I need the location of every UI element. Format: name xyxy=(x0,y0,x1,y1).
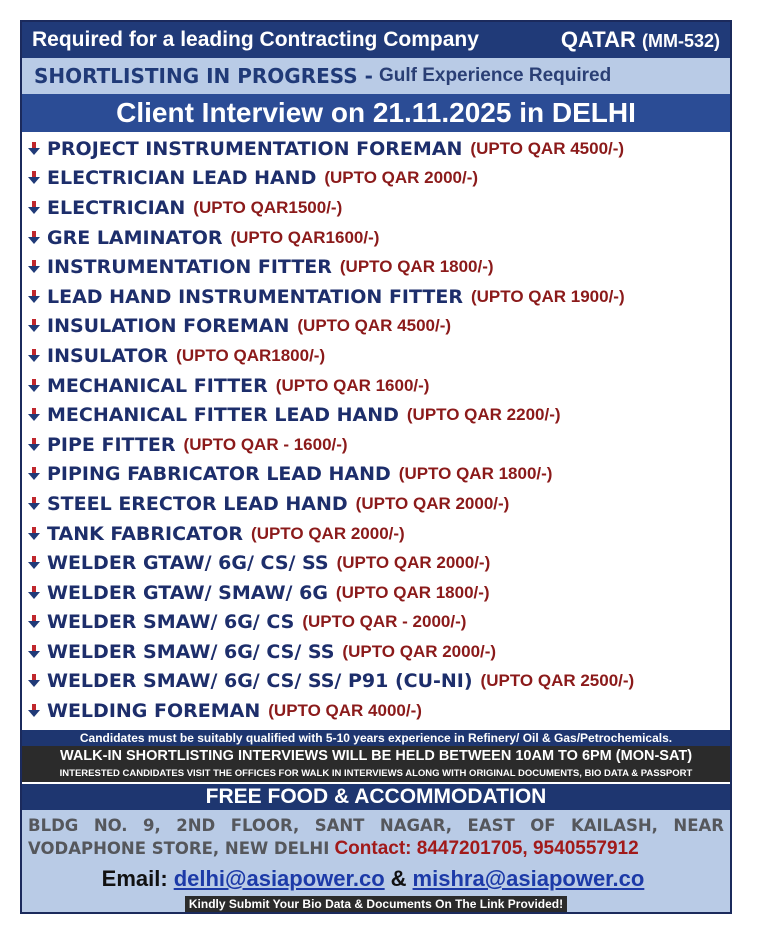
job-salary: (UPTO QAR1800/-) xyxy=(176,345,326,365)
job-item xyxy=(22,519,730,549)
job-item xyxy=(22,400,730,430)
job-salary: (UPTO QAR 2000/-) xyxy=(324,168,479,188)
job-title: WELDING FOREMAN xyxy=(47,700,261,723)
job-item xyxy=(22,134,730,164)
job-title: WELDER SMAW/ 6G/ CS xyxy=(47,611,295,634)
job-item xyxy=(22,696,730,726)
arrow-down-icon xyxy=(27,142,41,156)
arrow-down-icon xyxy=(27,527,41,541)
arrow-down-icon xyxy=(27,408,41,422)
arrow-down-icon xyxy=(27,260,41,274)
address-word: BLDG xyxy=(28,816,79,835)
contact-numbers: Contact: 8447201705, 9540557912 xyxy=(334,838,639,859)
interview-text: Client Interview on 21.11.2025 in DELHI xyxy=(116,97,636,128)
address-word: OF xyxy=(530,816,556,835)
job-title: PIPE FITTER xyxy=(47,433,176,456)
email-link-mishra[interactable]: mishra@asiapower.co xyxy=(412,866,645,891)
job-title: WELDER SMAW/ 6G/ CS/ SS/ P91 (CU-NI) xyxy=(47,670,473,693)
required-text: Required for a leading Contracting Company xyxy=(32,28,479,51)
arrow-down-icon xyxy=(27,615,41,629)
job-salary: (UPTO QAR 2500/-) xyxy=(480,671,635,691)
address-line-2 xyxy=(28,837,724,860)
job-title: WELDER SMAW/ 6G/ CS/ SS xyxy=(47,640,335,663)
address-word: NO. xyxy=(93,816,128,835)
job-item xyxy=(22,282,730,312)
address-word: 2ND xyxy=(176,816,216,835)
job-title: INSTRUMENTATION FITTER xyxy=(47,256,332,279)
address-text: VODAPHONE STORE, NEW DELHI xyxy=(28,839,330,858)
address-word: EAST xyxy=(467,816,515,835)
arrow-down-icon xyxy=(27,645,41,659)
job-item xyxy=(22,667,730,697)
address-word: 9, xyxy=(143,816,161,835)
arrow-down-icon xyxy=(27,438,41,452)
address-word: SANT xyxy=(314,816,365,835)
walkin-note: WALK-IN SHORTLISTING INTERVIEWS WILL BE HELD BETWEEN 10AM TO 6PM (MON-SAT) xyxy=(22,746,730,766)
address-block xyxy=(22,810,730,864)
job-salary: (UPTO QAR1500/-) xyxy=(193,197,343,217)
arrow-down-icon xyxy=(27,349,41,363)
job-salary: (UPTO QAR 2000/-) xyxy=(251,523,405,543)
arrow-down-icon xyxy=(27,556,41,570)
job-item xyxy=(22,430,730,460)
footer-banner xyxy=(22,894,730,914)
arrow-down-icon xyxy=(27,379,41,393)
job-title: INSULATION FOREMAN xyxy=(47,315,290,338)
job-item xyxy=(22,548,730,578)
job-item xyxy=(22,341,730,371)
job-title: GRE LAMINATOR xyxy=(47,226,223,249)
arrow-down-icon xyxy=(27,319,41,333)
job-item xyxy=(22,637,730,667)
job-title: LEAD HAND INSTRUMENTATION FITTER xyxy=(47,285,463,308)
job-title: WELDER GTAW/ SMAW/ 6G xyxy=(47,581,328,604)
job-title: WELDER GTAW/ 6G/ CS/ SS xyxy=(47,552,329,575)
job-salary: (UPTO QAR 2000/-) xyxy=(342,641,497,661)
arrow-down-icon xyxy=(27,467,41,481)
arrow-down-icon xyxy=(27,290,41,304)
job-item xyxy=(22,193,730,223)
country-label xyxy=(561,27,720,53)
job-salary: (UPTO QAR 2000/-) xyxy=(355,493,510,513)
job-item xyxy=(22,578,730,608)
address-line-1 xyxy=(28,814,724,837)
job-title: ELECTRICIAN xyxy=(47,196,186,219)
arrow-down-icon xyxy=(27,497,41,511)
job-salary: (UPTO QAR 2000/-) xyxy=(336,553,491,573)
job-item xyxy=(22,164,730,194)
address-word: KAILASH, xyxy=(570,816,658,835)
address-word: NAGAR, xyxy=(379,816,453,835)
job-salary: (UPTO QAR1600/-) xyxy=(230,227,380,247)
job-salary: (UPTO QAR 4500/-) xyxy=(297,316,452,336)
country-name: QATAR xyxy=(560,27,636,52)
job-salary: (UPTO QAR - 1600/-) xyxy=(183,434,348,454)
shortlisting-text: SHORTLISTING IN PROGRESS - xyxy=(34,64,373,88)
footer-text: Kindly Submit Your Bio Data & Documents On The Link Provided! xyxy=(185,896,567,912)
shortlisting-banner xyxy=(22,58,730,94)
arrow-down-icon xyxy=(27,674,41,688)
address-word: FLOOR, xyxy=(230,816,300,835)
job-list xyxy=(22,134,730,728)
job-salary: (UPTO QAR 1800/-) xyxy=(335,582,490,602)
job-salary: (UPTO QAR 1900/-) xyxy=(470,286,625,306)
documents-note: INTERESTED CANDIDATES VISIT THE OFFICES FOR WALK IN INTERVIEWS ALONG WITH ORIGINAL DOCUMENTS, BIO DATA & PASSPORT xyxy=(22,766,730,782)
ref-code: (MM-532) xyxy=(641,31,720,51)
job-item xyxy=(22,252,730,282)
arrow-down-icon xyxy=(27,231,41,245)
arrow-down-icon xyxy=(27,201,41,215)
top-banner xyxy=(22,22,730,58)
arrow-down-icon xyxy=(27,171,41,185)
email-ampersand: & xyxy=(390,866,407,891)
job-title: TANK FABRICATOR xyxy=(47,522,244,545)
job-salary: (UPTO QAR 4500/-) xyxy=(470,138,625,158)
job-advertisement xyxy=(20,20,732,914)
qualification-note: Candidates must be suitably qualified with 5-10 years experience in Refinery/ Oil & Gas/Petrochemicals. xyxy=(22,730,730,746)
job-item xyxy=(22,608,730,638)
job-salary: (UPTO QAR 1600/-) xyxy=(275,375,430,395)
email-label: Email: xyxy=(101,866,168,891)
job-salary: (UPTO QAR 2200/-) xyxy=(406,405,561,425)
job-salary: (UPTO QAR - 2000/-) xyxy=(302,612,467,632)
job-title: PIPING FABRICATOR LEAD HAND xyxy=(47,463,391,486)
job-item xyxy=(22,223,730,253)
job-item xyxy=(22,371,730,401)
job-item xyxy=(22,489,730,519)
job-title: ELECTRICIAN LEAD HAND xyxy=(47,167,317,190)
job-title: MECHANICAL FITTER LEAD HAND xyxy=(47,404,399,427)
interview-banner xyxy=(22,94,730,132)
job-item xyxy=(22,460,730,490)
email-link-delhi[interactable]: delhi@asiapower.co xyxy=(173,866,385,891)
job-salary: (UPTO QAR 1800/-) xyxy=(339,257,494,277)
email-row xyxy=(22,864,730,894)
job-title: INSULATOR xyxy=(47,344,169,367)
arrow-down-icon xyxy=(27,704,41,718)
job-title: STEEL ERECTOR LEAD HAND xyxy=(47,492,348,515)
gulf-experience-text: Gulf Experience Required xyxy=(378,65,612,86)
food-banner: FREE FOOD & ACCOMMODATION xyxy=(22,784,730,810)
address-word: NEAR xyxy=(673,816,724,835)
job-title: MECHANICAL FITTER xyxy=(47,374,268,397)
arrow-down-icon xyxy=(27,586,41,600)
job-salary: (UPTO QAR 4000/-) xyxy=(268,701,422,721)
job-title: PROJECT INSTRUMENTATION FOREMAN xyxy=(47,137,463,160)
job-salary: (UPTO QAR 1800/-) xyxy=(398,464,553,484)
job-item xyxy=(22,312,730,342)
